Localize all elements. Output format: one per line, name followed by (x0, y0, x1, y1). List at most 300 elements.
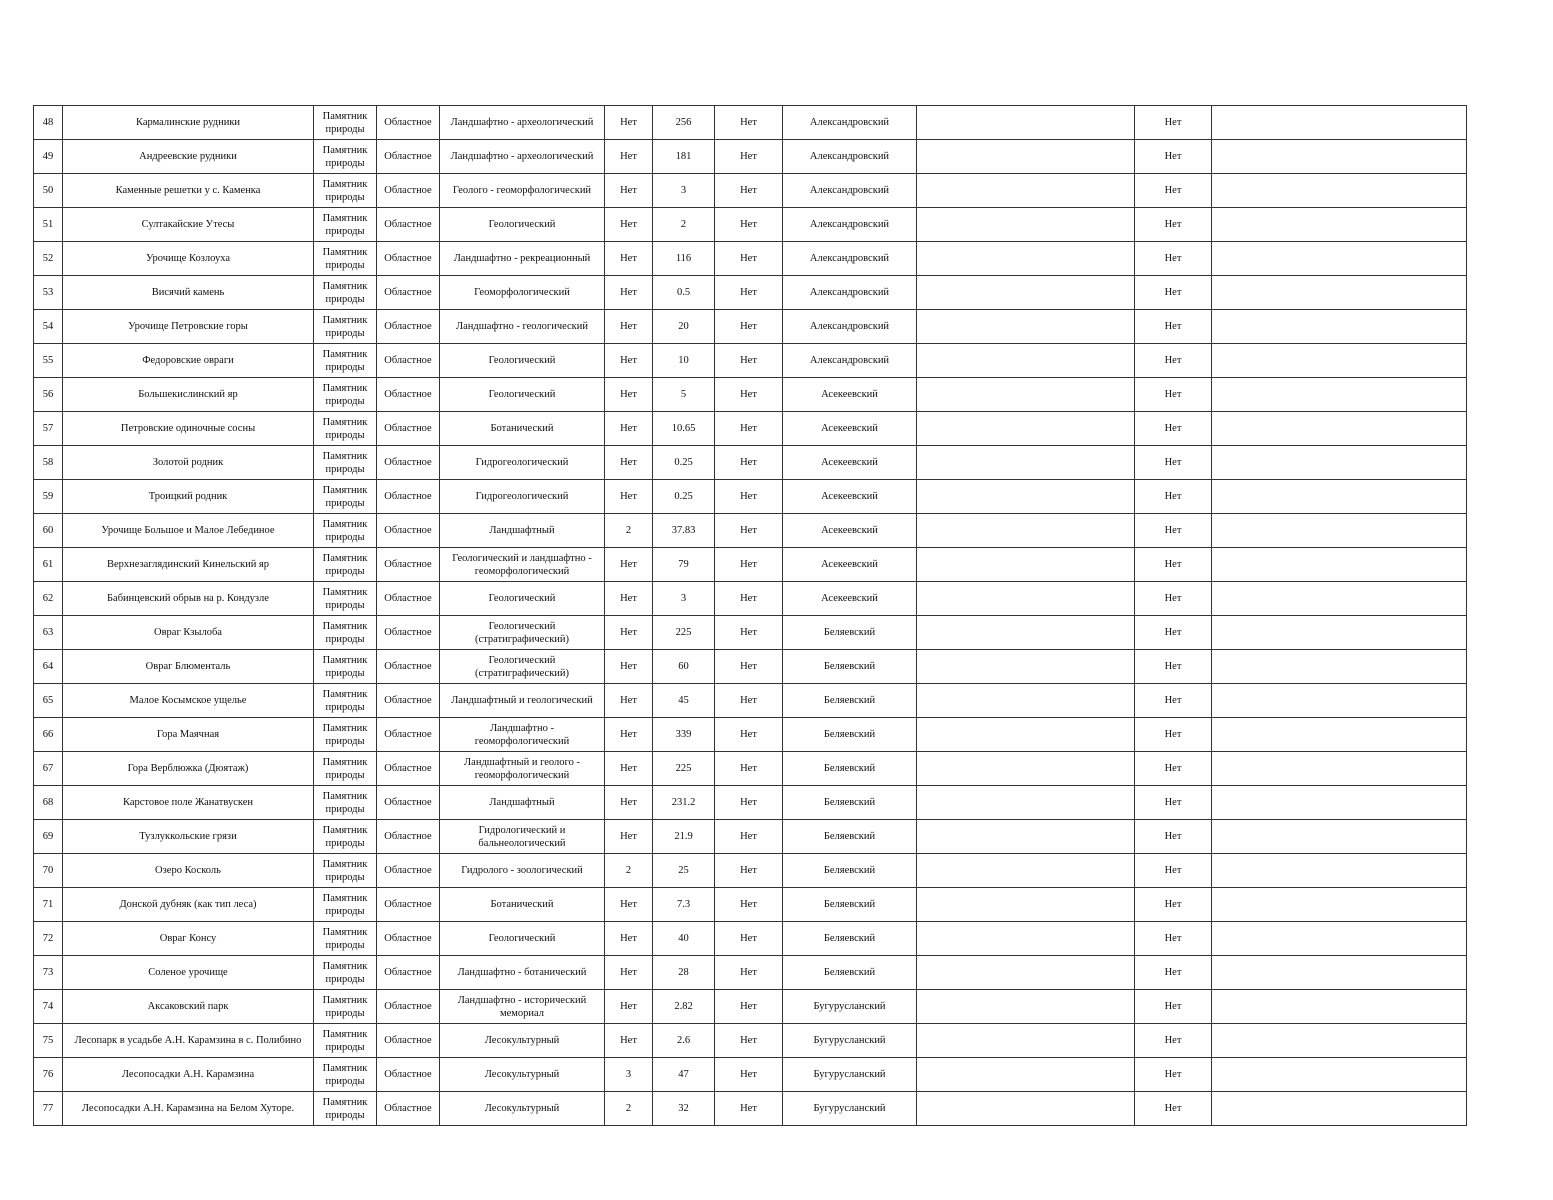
buffer-zone-cell: Нет (715, 276, 783, 310)
category-cell: Памятник природы (314, 854, 377, 888)
note-cell (1212, 752, 1467, 786)
table-row (34, 412, 1467, 446)
row-number-cell: 65 (34, 684, 63, 718)
note-cell (1212, 922, 1467, 956)
status-cell: Нет (1135, 446, 1212, 480)
cluster-cell: Нет (605, 582, 653, 616)
protected-areas-table (33, 105, 1467, 1126)
note-cell (1212, 786, 1467, 820)
profile-cell: Геолого - геоморфологический (440, 174, 605, 208)
area-cell: 7.3 (653, 888, 715, 922)
area-cell: 45 (653, 684, 715, 718)
empty-cell (917, 854, 1135, 888)
status-cell: Нет (1135, 378, 1212, 412)
area-cell: 5 (653, 378, 715, 412)
buffer-zone-cell: Нет (715, 446, 783, 480)
note-cell (1212, 140, 1467, 174)
cluster-cell: Нет (605, 616, 653, 650)
buffer-zone-cell: Нет (715, 310, 783, 344)
status-cell: Нет (1135, 684, 1212, 718)
area-cell: 339 (653, 718, 715, 752)
table-row (34, 684, 1467, 718)
object-name-cell: Висячий камень (63, 276, 314, 310)
status-cell: Нет (1135, 786, 1212, 820)
area-cell: 2 (653, 208, 715, 242)
row-number-cell: 67 (34, 752, 63, 786)
profile-cell: Ландшафтный (440, 786, 605, 820)
empty-cell (917, 548, 1135, 582)
area-cell: 20 (653, 310, 715, 344)
cluster-cell: Нет (605, 140, 653, 174)
area-cell: 3 (653, 174, 715, 208)
empty-cell (917, 956, 1135, 990)
district-cell: Беляевский (783, 820, 917, 854)
empty-cell (917, 310, 1135, 344)
area-cell: 60 (653, 650, 715, 684)
district-cell: Асекеевский (783, 514, 917, 548)
empty-cell (917, 514, 1135, 548)
significance-cell: Областное (377, 1092, 440, 1126)
profile-cell: Геологический и ландшафтно - геоморфологический (440, 548, 605, 582)
cluster-cell: Нет (605, 106, 653, 140)
buffer-zone-cell: Нет (715, 650, 783, 684)
district-cell: Асекеевский (783, 412, 917, 446)
table-row (34, 650, 1467, 684)
significance-cell: Областное (377, 718, 440, 752)
buffer-zone-cell: Нет (715, 106, 783, 140)
row-number-cell: 58 (34, 446, 63, 480)
buffer-zone-cell: Нет (715, 344, 783, 378)
status-cell: Нет (1135, 412, 1212, 446)
status-cell: Нет (1135, 140, 1212, 174)
significance-cell: Областное (377, 480, 440, 514)
table-row (34, 820, 1467, 854)
note-cell (1212, 956, 1467, 990)
area-cell: 25 (653, 854, 715, 888)
table-row (34, 786, 1467, 820)
buffer-zone-cell: Нет (715, 1092, 783, 1126)
significance-cell: Областное (377, 446, 440, 480)
empty-cell (917, 1024, 1135, 1058)
significance-cell: Областное (377, 684, 440, 718)
profile-cell: Ландшафтно - геологический (440, 310, 605, 344)
buffer-zone-cell: Нет (715, 752, 783, 786)
significance-cell: Областное (377, 616, 440, 650)
note-cell (1212, 1092, 1467, 1126)
empty-cell (917, 684, 1135, 718)
significance-cell: Областное (377, 1058, 440, 1092)
profile-cell: Ботанический (440, 888, 605, 922)
category-cell: Памятник природы (314, 208, 377, 242)
table-row (34, 208, 1467, 242)
status-cell: Нет (1135, 208, 1212, 242)
row-number-cell: 61 (34, 548, 63, 582)
significance-cell: Областное (377, 310, 440, 344)
status-cell: Нет (1135, 344, 1212, 378)
significance-cell: Областное (377, 786, 440, 820)
row-number-cell: 72 (34, 922, 63, 956)
status-cell: Нет (1135, 650, 1212, 684)
district-cell: Александровский (783, 174, 917, 208)
category-cell: Памятник природы (314, 276, 377, 310)
row-number-cell: 53 (34, 276, 63, 310)
district-cell: Бугурусланский (783, 990, 917, 1024)
object-name-cell: Гора Верблюжка (Дюятаж) (63, 752, 314, 786)
significance-cell: Областное (377, 752, 440, 786)
area-cell: 28 (653, 956, 715, 990)
note-cell (1212, 684, 1467, 718)
area-cell: 2.82 (653, 990, 715, 1024)
district-cell: Бугурусланский (783, 1092, 917, 1126)
area-cell: 37.83 (653, 514, 715, 548)
category-cell: Памятник природы (314, 990, 377, 1024)
district-cell: Бугурусланский (783, 1024, 917, 1058)
table-row (34, 344, 1467, 378)
profile-cell: Геологический (стратиграфический) (440, 650, 605, 684)
profile-cell: Гидрогеологический (440, 480, 605, 514)
table-row (34, 480, 1467, 514)
cluster-cell: Нет (605, 752, 653, 786)
object-name-cell: Большекислинский яр (63, 378, 314, 412)
cluster-cell: 3 (605, 1058, 653, 1092)
area-cell: 79 (653, 548, 715, 582)
cluster-cell: Нет (605, 820, 653, 854)
object-name-cell: Карстовое поле Жанатвускен (63, 786, 314, 820)
empty-cell (917, 1058, 1135, 1092)
table-row (34, 888, 1467, 922)
note-cell (1212, 446, 1467, 480)
buffer-zone-cell: Нет (715, 888, 783, 922)
note-cell (1212, 276, 1467, 310)
object-name-cell: Кармалинские рудники (63, 106, 314, 140)
cluster-cell: 2 (605, 854, 653, 888)
note-cell (1212, 412, 1467, 446)
district-cell: Александровский (783, 106, 917, 140)
table-row (34, 1092, 1467, 1126)
category-cell: Памятник природы (314, 684, 377, 718)
object-name-cell: Гора Маячная (63, 718, 314, 752)
profile-cell: Геологический (440, 582, 605, 616)
significance-cell: Областное (377, 820, 440, 854)
area-cell: 32 (653, 1092, 715, 1126)
category-cell: Памятник природы (314, 616, 377, 650)
table-row (34, 548, 1467, 582)
profile-cell: Гидрологический и бальнеологический (440, 820, 605, 854)
district-cell: Беляевский (783, 922, 917, 956)
district-cell: Асекеевский (783, 480, 917, 514)
buffer-zone-cell: Нет (715, 412, 783, 446)
category-cell: Памятник природы (314, 1024, 377, 1058)
buffer-zone-cell: Нет (715, 140, 783, 174)
row-number-cell: 48 (34, 106, 63, 140)
category-cell: Памятник природы (314, 786, 377, 820)
buffer-zone-cell: Нет (715, 242, 783, 276)
cluster-cell: Нет (605, 242, 653, 276)
object-name-cell: Донской дубняк (как тип леса) (63, 888, 314, 922)
row-number-cell: 55 (34, 344, 63, 378)
note-cell (1212, 242, 1467, 276)
district-cell: Александровский (783, 276, 917, 310)
category-cell: Памятник природы (314, 888, 377, 922)
cluster-cell: Нет (605, 378, 653, 412)
district-cell: Беляевский (783, 684, 917, 718)
area-cell: 10 (653, 344, 715, 378)
cluster-cell: Нет (605, 412, 653, 446)
table-row (34, 446, 1467, 480)
buffer-zone-cell: Нет (715, 922, 783, 956)
cluster-cell: Нет (605, 786, 653, 820)
empty-cell (917, 718, 1135, 752)
profile-cell: Ландшафтно - археологический (440, 140, 605, 174)
district-cell: Александровский (783, 344, 917, 378)
row-number-cell: 56 (34, 378, 63, 412)
object-name-cell: Бабинцевский обрыв на р. Кондузле (63, 582, 314, 616)
row-number-cell: 52 (34, 242, 63, 276)
cluster-cell: Нет (605, 1024, 653, 1058)
buffer-zone-cell: Нет (715, 956, 783, 990)
buffer-zone-cell: Нет (715, 718, 783, 752)
area-cell: 181 (653, 140, 715, 174)
category-cell: Памятник природы (314, 922, 377, 956)
note-cell (1212, 548, 1467, 582)
note-cell (1212, 106, 1467, 140)
status-cell: Нет (1135, 310, 1212, 344)
table-row (34, 174, 1467, 208)
status-cell: Нет (1135, 276, 1212, 310)
row-number-cell: 60 (34, 514, 63, 548)
area-cell: 256 (653, 106, 715, 140)
significance-cell: Областное (377, 854, 440, 888)
empty-cell (917, 208, 1135, 242)
object-name-cell: Петровские одиночные сосны (63, 412, 314, 446)
buffer-zone-cell: Нет (715, 514, 783, 548)
object-name-cell: Золотой родник (63, 446, 314, 480)
status-cell: Нет (1135, 582, 1212, 616)
category-cell: Памятник природы (314, 718, 377, 752)
status-cell: Нет (1135, 106, 1212, 140)
row-number-cell: 76 (34, 1058, 63, 1092)
district-cell: Беляевский (783, 650, 917, 684)
buffer-zone-cell: Нет (715, 582, 783, 616)
district-cell: Беляевский (783, 752, 917, 786)
object-name-cell: Верхнезаглядинский Кинельский яр (63, 548, 314, 582)
table-row (34, 140, 1467, 174)
row-number-cell: 75 (34, 1024, 63, 1058)
cluster-cell: Нет (605, 208, 653, 242)
buffer-zone-cell: Нет (715, 378, 783, 412)
object-name-cell: Аксаковский парк (63, 990, 314, 1024)
status-cell: Нет (1135, 548, 1212, 582)
note-cell (1212, 480, 1467, 514)
status-cell: Нет (1135, 514, 1212, 548)
row-number-cell: 70 (34, 854, 63, 888)
table-row (34, 956, 1467, 990)
significance-cell: Областное (377, 514, 440, 548)
object-name-cell: Федоровские овраги (63, 344, 314, 378)
cluster-cell: Нет (605, 990, 653, 1024)
note-cell (1212, 514, 1467, 548)
table-row (34, 378, 1467, 412)
district-cell: Беляевский (783, 616, 917, 650)
significance-cell: Областное (377, 106, 440, 140)
profile-cell: Лесокультурный (440, 1058, 605, 1092)
significance-cell: Областное (377, 208, 440, 242)
district-cell: Беляевский (783, 786, 917, 820)
category-cell: Памятник природы (314, 582, 377, 616)
status-cell: Нет (1135, 718, 1212, 752)
object-name-cell: Тузлуккольские грязи (63, 820, 314, 854)
category-cell: Памятник природы (314, 446, 377, 480)
status-cell: Нет (1135, 616, 1212, 650)
significance-cell: Областное (377, 650, 440, 684)
note-cell (1212, 718, 1467, 752)
object-name-cell: Троицкий родник (63, 480, 314, 514)
object-name-cell: Малое Косымское ущелье (63, 684, 314, 718)
table-row (34, 854, 1467, 888)
category-cell: Памятник природы (314, 310, 377, 344)
row-number-cell: 71 (34, 888, 63, 922)
object-name-cell: Каменные решетки у с. Каменка (63, 174, 314, 208)
district-cell: Асекеевский (783, 548, 917, 582)
table-row (34, 922, 1467, 956)
object-name-cell: Султакайские Утесы (63, 208, 314, 242)
significance-cell: Областное (377, 276, 440, 310)
note-cell (1212, 174, 1467, 208)
cluster-cell: Нет (605, 310, 653, 344)
empty-cell (917, 140, 1135, 174)
status-cell: Нет (1135, 854, 1212, 888)
row-number-cell: 73 (34, 956, 63, 990)
cluster-cell: Нет (605, 650, 653, 684)
significance-cell: Областное (377, 242, 440, 276)
object-name-cell: Урочище Большое и Малое Лебединое (63, 514, 314, 548)
cluster-cell: Нет (605, 888, 653, 922)
object-name-cell: Овраг Консу (63, 922, 314, 956)
object-name-cell: Лесопосадки А.Н. Карамзина (63, 1058, 314, 1092)
note-cell (1212, 1024, 1467, 1058)
category-cell: Памятник природы (314, 106, 377, 140)
note-cell (1212, 854, 1467, 888)
object-name-cell: Урочище Петровские горы (63, 310, 314, 344)
cluster-cell: Нет (605, 718, 653, 752)
row-number-cell: 63 (34, 616, 63, 650)
area-cell: 21.9 (653, 820, 715, 854)
district-cell: Асекеевский (783, 582, 917, 616)
profile-cell: Ландшафтно - исторический мемориал (440, 990, 605, 1024)
empty-cell (917, 922, 1135, 956)
buffer-zone-cell: Нет (715, 548, 783, 582)
note-cell (1212, 990, 1467, 1024)
category-cell: Памятник природы (314, 480, 377, 514)
object-name-cell: Овраг Блюменталь (63, 650, 314, 684)
buffer-zone-cell: Нет (715, 1024, 783, 1058)
empty-cell (917, 888, 1135, 922)
status-cell: Нет (1135, 1024, 1212, 1058)
district-cell: Асекеевский (783, 446, 917, 480)
area-cell: 47 (653, 1058, 715, 1092)
buffer-zone-cell: Нет (715, 786, 783, 820)
note-cell (1212, 820, 1467, 854)
table-row (34, 276, 1467, 310)
area-cell: 2.6 (653, 1024, 715, 1058)
category-cell: Памятник природы (314, 1058, 377, 1092)
district-cell: Александровский (783, 208, 917, 242)
table-row (34, 514, 1467, 548)
category-cell: Памятник природы (314, 344, 377, 378)
buffer-zone-cell: Нет (715, 990, 783, 1024)
table-row (34, 310, 1467, 344)
area-cell: 3 (653, 582, 715, 616)
category-cell: Памятник природы (314, 174, 377, 208)
profile-cell: Геологический (440, 208, 605, 242)
category-cell: Памятник природы (314, 650, 377, 684)
district-cell: Беляевский (783, 718, 917, 752)
district-cell: Беляевский (783, 956, 917, 990)
cluster-cell: Нет (605, 548, 653, 582)
category-cell: Памятник природы (314, 956, 377, 990)
profile-cell: Ландшафтный и геологический (440, 684, 605, 718)
district-cell: Александровский (783, 310, 917, 344)
category-cell: Памятник природы (314, 242, 377, 276)
significance-cell: Областное (377, 990, 440, 1024)
area-cell: 10.65 (653, 412, 715, 446)
status-cell: Нет (1135, 956, 1212, 990)
category-cell: Памятник природы (314, 514, 377, 548)
area-cell: 116 (653, 242, 715, 276)
empty-cell (917, 820, 1135, 854)
note-cell (1212, 582, 1467, 616)
row-number-cell: 74 (34, 990, 63, 1024)
category-cell: Памятник природы (314, 548, 377, 582)
row-number-cell: 62 (34, 582, 63, 616)
status-cell: Нет (1135, 752, 1212, 786)
significance-cell: Областное (377, 344, 440, 378)
cluster-cell: Нет (605, 480, 653, 514)
cluster-cell: Нет (605, 684, 653, 718)
status-cell: Нет (1135, 922, 1212, 956)
category-cell: Памятник природы (314, 140, 377, 174)
profile-cell: Ландшафтный и геолого - геоморфологический (440, 752, 605, 786)
district-cell: Беляевский (783, 888, 917, 922)
table-row (34, 752, 1467, 786)
empty-cell (917, 786, 1135, 820)
area-cell: 0.25 (653, 480, 715, 514)
empty-cell (917, 1092, 1135, 1126)
empty-cell (917, 582, 1135, 616)
profile-cell: Ботанический (440, 412, 605, 446)
table-row (34, 990, 1467, 1024)
object-name-cell: Лесопарк в усадьбе А.Н. Карамзина в с. Полибино (63, 1024, 314, 1058)
significance-cell: Областное (377, 922, 440, 956)
category-cell: Памятник природы (314, 412, 377, 446)
note-cell (1212, 650, 1467, 684)
note-cell (1212, 208, 1467, 242)
status-cell: Нет (1135, 480, 1212, 514)
status-cell: Нет (1135, 990, 1212, 1024)
table-row (34, 582, 1467, 616)
empty-cell (917, 752, 1135, 786)
empty-cell (917, 344, 1135, 378)
district-cell: Александровский (783, 242, 917, 276)
profile-cell: Ландшафтно - ботанический (440, 956, 605, 990)
table-row (34, 718, 1467, 752)
profile-cell: Гидролого - зоологический (440, 854, 605, 888)
category-cell: Памятник природы (314, 378, 377, 412)
profile-cell: Ландшафтно - археологический (440, 106, 605, 140)
buffer-zone-cell: Нет (715, 174, 783, 208)
table-body (34, 106, 1467, 1126)
profile-cell: Геологический (440, 378, 605, 412)
